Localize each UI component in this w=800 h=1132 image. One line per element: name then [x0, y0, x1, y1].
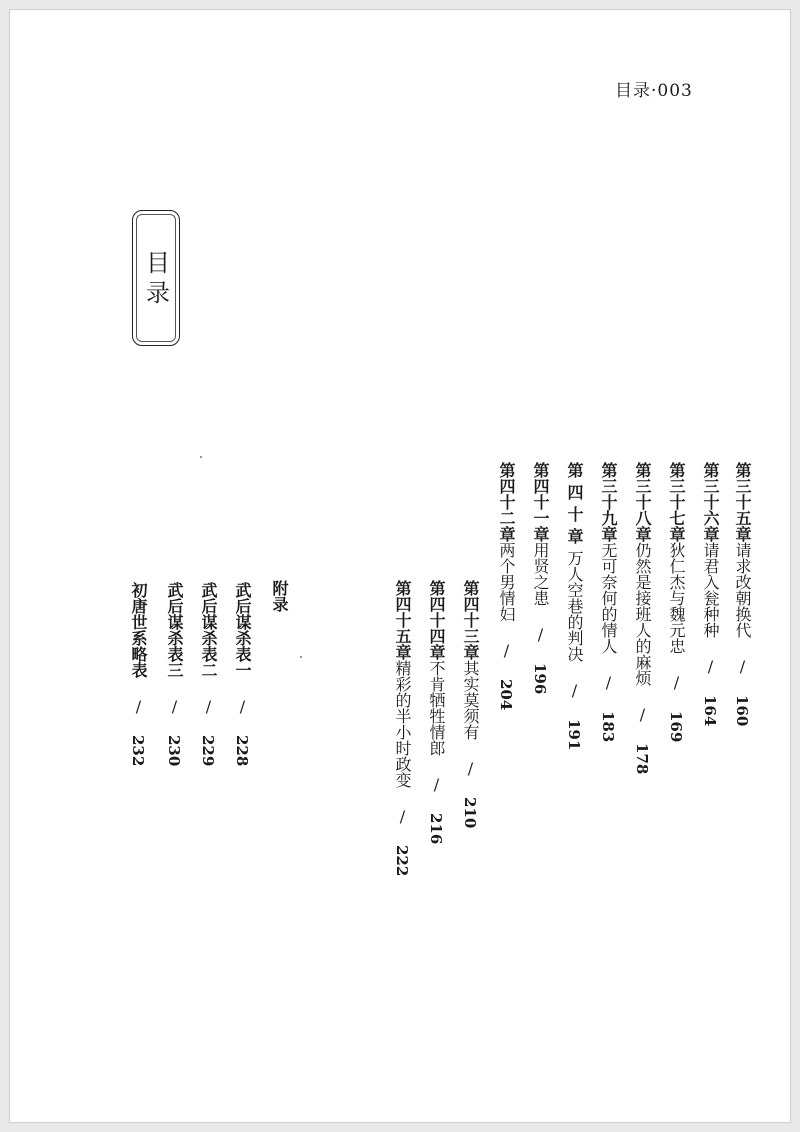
- toc-entry[interactable]: 第三十五章请求改朝换代 / 160: [678, 462, 752, 726]
- toc-entry[interactable]: 第四十三章其实莫须有 / 210: [406, 580, 480, 828]
- page-number: 178: [633, 743, 651, 775]
- toc-title: 目录: [141, 250, 170, 310]
- chapter-title: 请君入瓮种种: [701, 542, 720, 638]
- toc-entry[interactable]: 第三十九章无可奈何的情人 / 183: [544, 462, 618, 742]
- chapter-title: 其实莫须有: [461, 660, 480, 740]
- chapter-number: 第三十九章: [599, 462, 618, 542]
- chapter-title: 两个男情妇: [497, 542, 516, 622]
- page-number: 216: [427, 813, 445, 845]
- chapter-title: 狄仁杰与魏元忠: [667, 542, 686, 654]
- chapter-number: 第三十六章: [701, 462, 720, 542]
- toc-entry[interactable]: 第四十章万人空巷的判决 / 191: [510, 462, 584, 750]
- appendix-title: 初唐世系略表: [129, 582, 148, 678]
- chapter-number: 第三十七章: [667, 462, 686, 542]
- chapter-title: 万人空巷的判决: [565, 550, 584, 662]
- appendix-entry[interactable]: 武后谋杀表三 / 230: [165, 582, 184, 767]
- page-number: 169: [667, 711, 685, 743]
- page-number: 191: [565, 719, 583, 751]
- page-number: 222: [393, 845, 411, 877]
- chapter-number: 第四十三章: [461, 580, 480, 660]
- chapter-number: 第三十八章: [633, 462, 652, 542]
- chapter-number: 第四十四章: [427, 580, 446, 660]
- page-number: 204: [497, 679, 515, 711]
- chapter-title: 请求改朝换代: [733, 542, 752, 638]
- chapter-number: 第三十五章: [733, 462, 752, 542]
- page-number: 229: [199, 735, 217, 767]
- running-head: 目录·003: [615, 81, 693, 101]
- appendix-entry[interactable]: 武后谋杀表一 / 228: [233, 582, 252, 767]
- chapter-title: 不肯牺牲情郎: [427, 660, 446, 756]
- appendix-title: 武后谋杀表三: [165, 582, 184, 678]
- toc-entry[interactable]: 第三十八章仍然是接班人的麻烦 / 178: [578, 462, 652, 774]
- chapter-title: 精彩的半小时政变: [393, 660, 412, 788]
- page-number: 160: [733, 695, 751, 727]
- appendix-title: 武后谋杀表二: [199, 582, 218, 678]
- appendix-title: 武后谋杀表一: [233, 582, 252, 678]
- appendix-entry[interactable]: 武后谋杀表二 / 229: [199, 582, 218, 767]
- toc-entry[interactable]: 第三十七章狄仁杰与魏元忠 / 169: [612, 462, 686, 742]
- appendix-entry[interactable]: 初唐世系略表 / 232: [129, 582, 148, 767]
- toc-entry[interactable]: 第四十二章两个男情妇 / 204: [442, 462, 516, 710]
- page-number: 228: [233, 735, 251, 767]
- page-number: 183: [599, 711, 617, 743]
- chapter-number: 第四十二章: [497, 462, 516, 542]
- appendix-heading: 附录: [270, 580, 289, 612]
- page-number: 230: [165, 735, 183, 767]
- scan-speck: [200, 456, 202, 458]
- chapter-number: 第四十五章: [393, 580, 412, 660]
- page-number: 164: [701, 695, 719, 727]
- page-number: 196: [531, 663, 549, 695]
- toc-title-frame: [132, 210, 180, 346]
- toc-entry[interactable]: 第四十四章不肯牺牲情郎 / 216: [372, 580, 446, 844]
- scan-speck: [300, 656, 302, 658]
- chapter-number: 第四十章: [565, 462, 584, 550]
- toc-entry[interactable]: 第三十六章请君入瓮种种 / 164: [646, 462, 720, 726]
- chapter-number: 第四十一章: [531, 462, 550, 542]
- page-number: 210: [461, 797, 479, 829]
- chapter-title: 用贤之患: [531, 542, 550, 606]
- toc-entry[interactable]: 第四十五章精彩的半小时政变 / 222: [338, 580, 412, 876]
- toc-entry[interactable]: 第四十一章用贤之患 / 196: [476, 462, 550, 694]
- chapter-title: 无可奈何的情人: [599, 542, 618, 654]
- page-number: 232: [129, 735, 147, 767]
- book-page: [10, 10, 790, 1122]
- chapter-title: 仍然是接班人的麻烦: [633, 542, 652, 686]
